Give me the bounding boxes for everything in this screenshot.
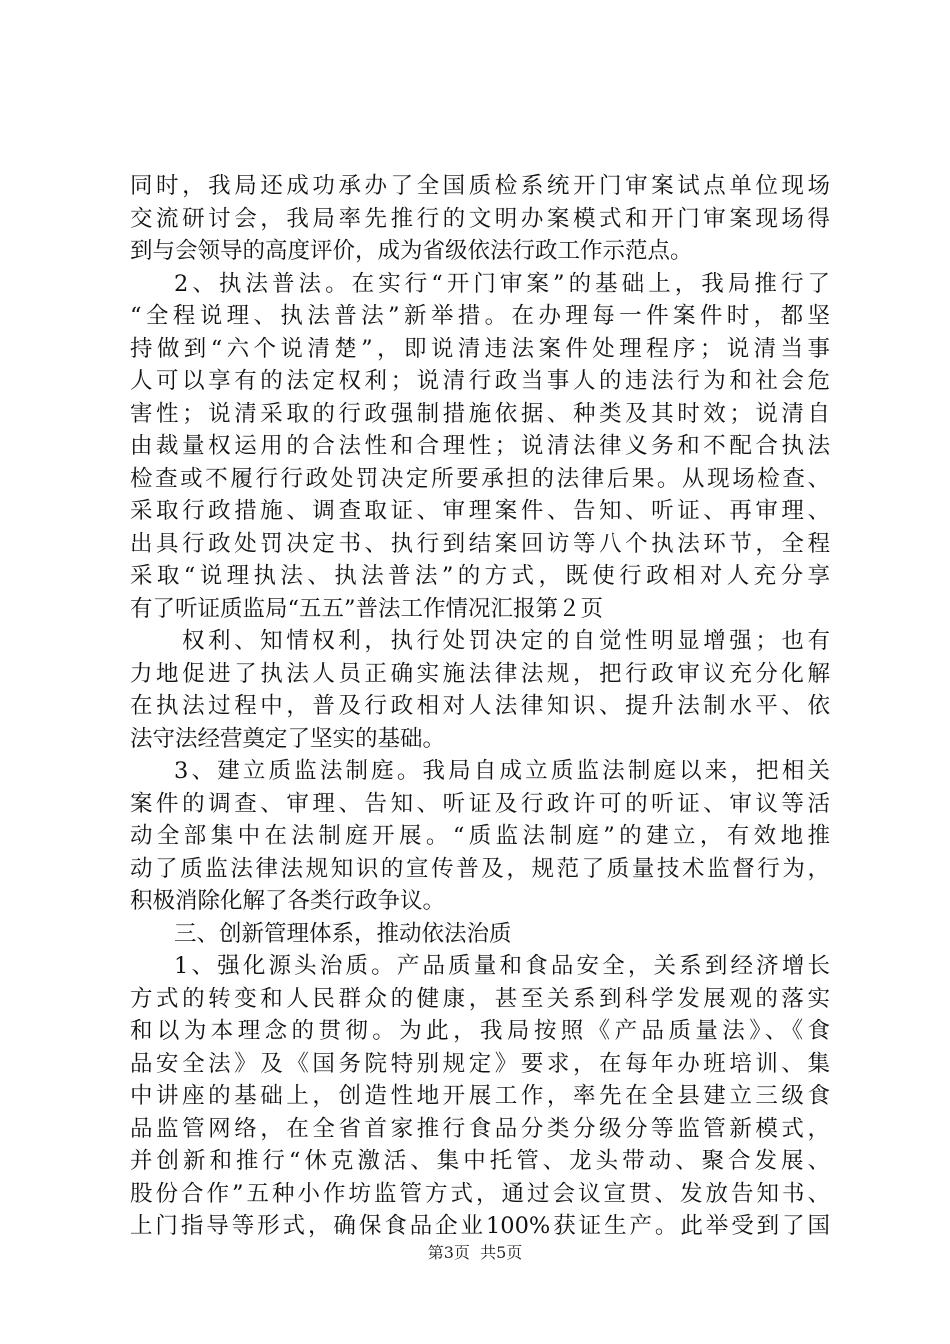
text-line: 和以为本理念的贯彻。为此，我局按照《产品质量法》、《食: [130, 1018, 830, 1044]
text-line: “全程说理、执法普法”新举措。在办理每一件案件时，都坚: [130, 303, 830, 329]
text-line: 采取行政措施、调查取证、审理案件、告知、听证、再审理、: [130, 498, 830, 524]
text-line: 有了听证质监局“五五”普法工作情况汇报第２页: [130, 595, 604, 622]
text-line: 力地促进了执法人员正确实施法律法规，把行政审议充分化解: [130, 660, 830, 687]
text-line: 交流研讨会，我局率先推行的文明办案模式和开门审案现场得: [130, 205, 830, 232]
text-line: 动了质监法律法规知识的宣传普及，规范了质量技术监督行为，: [130, 855, 830, 882]
page-footer: 第3页 共5页: [427, 1243, 523, 1262]
text-line: 持做到“六个说清楚”，即说清违法案件处理程序；说清当事: [130, 335, 830, 362]
text-line: 积极消除化解了各类行政争议。: [130, 888, 446, 914]
text-line: 权利、知情权利，执行处罚决定的自觉性明显增强；也有: [182, 628, 830, 654]
text-line: 害性；说清采取的行政强制措施依据、种类及其时效；说清自: [130, 400, 830, 427]
text-line: 动全部集中在法制庭开展。“质监法制庭”的建立，有效地推: [130, 823, 830, 849]
text-line: 并创新和推行“休克激活、集中托管、龙头带动、聚合发展、: [130, 1148, 830, 1174]
text-line: 在执法过程中，普及行政相对人法律知识、提升法制水平、依: [130, 693, 830, 719]
text-line: 三、创新管理体系，推动依法治质: [174, 920, 512, 947]
text-line: 品安全法》及《国务院特别规定》要求，在每年办班培训、集: [130, 1050, 830, 1077]
text-line: 人可以享有的法定权利；说清行政当事人的违法行为和社会危: [130, 368, 830, 394]
text-line: 由裁量权运用的合法性和合理性；说清法律义务和不配合执法: [130, 433, 830, 459]
body-text: [130, 170, 830, 1243]
text-line: 1、强化源头治质。产品质量和食品安全，关系到经济增长: [174, 953, 830, 979]
text-line: 检查或不履行行政处罚决定所要承担的法律后果。从现场检查、: [130, 465, 830, 492]
text-line: 同时，我局还成功承办了全国质检系统开门审案试点单位现场: [130, 173, 830, 199]
text-line: 法守法经营奠定了坚实的基础。: [130, 725, 446, 752]
text-line: 采取“说理执法、执法普法”的方式，既使行政相对人充分享: [130, 563, 830, 589]
text-line: 品监管网络，在全省首家推行食品分类分级分等监管新模式，: [130, 1115, 830, 1142]
text-line: 股份合作”五种小作坊监管方式，通过会议宣贯、发放告知书、: [130, 1180, 830, 1207]
text-line: 出具行政处罚决定书、执行到结案回访等八个执法环节，全程: [130, 530, 830, 557]
text-line: 方式的转变和人民群众的健康，甚至关系到科学发展观的落实: [130, 985, 830, 1012]
text-line: 到与会领导的高度评价，成为省级依法行政工作示范点。: [130, 238, 693, 264]
text-line: 2、执法普法。在实行“开门审案”的基础上，我局推行了: [174, 270, 830, 297]
text-line: 上门指导等形式，确保食品企业100%获证生产。此举受到了国: [130, 1213, 830, 1239]
text-line: 案件的调查、审理、告知、听证及行政许可的听证、审议等活: [130, 790, 830, 817]
text-line: 3、建立质监法制庭。我局自成立质监法制庭以来，把相关: [174, 758, 830, 784]
text-line: 中讲座的基础上，创造性地开展工作，率先在全县建立三级食: [130, 1083, 830, 1109]
